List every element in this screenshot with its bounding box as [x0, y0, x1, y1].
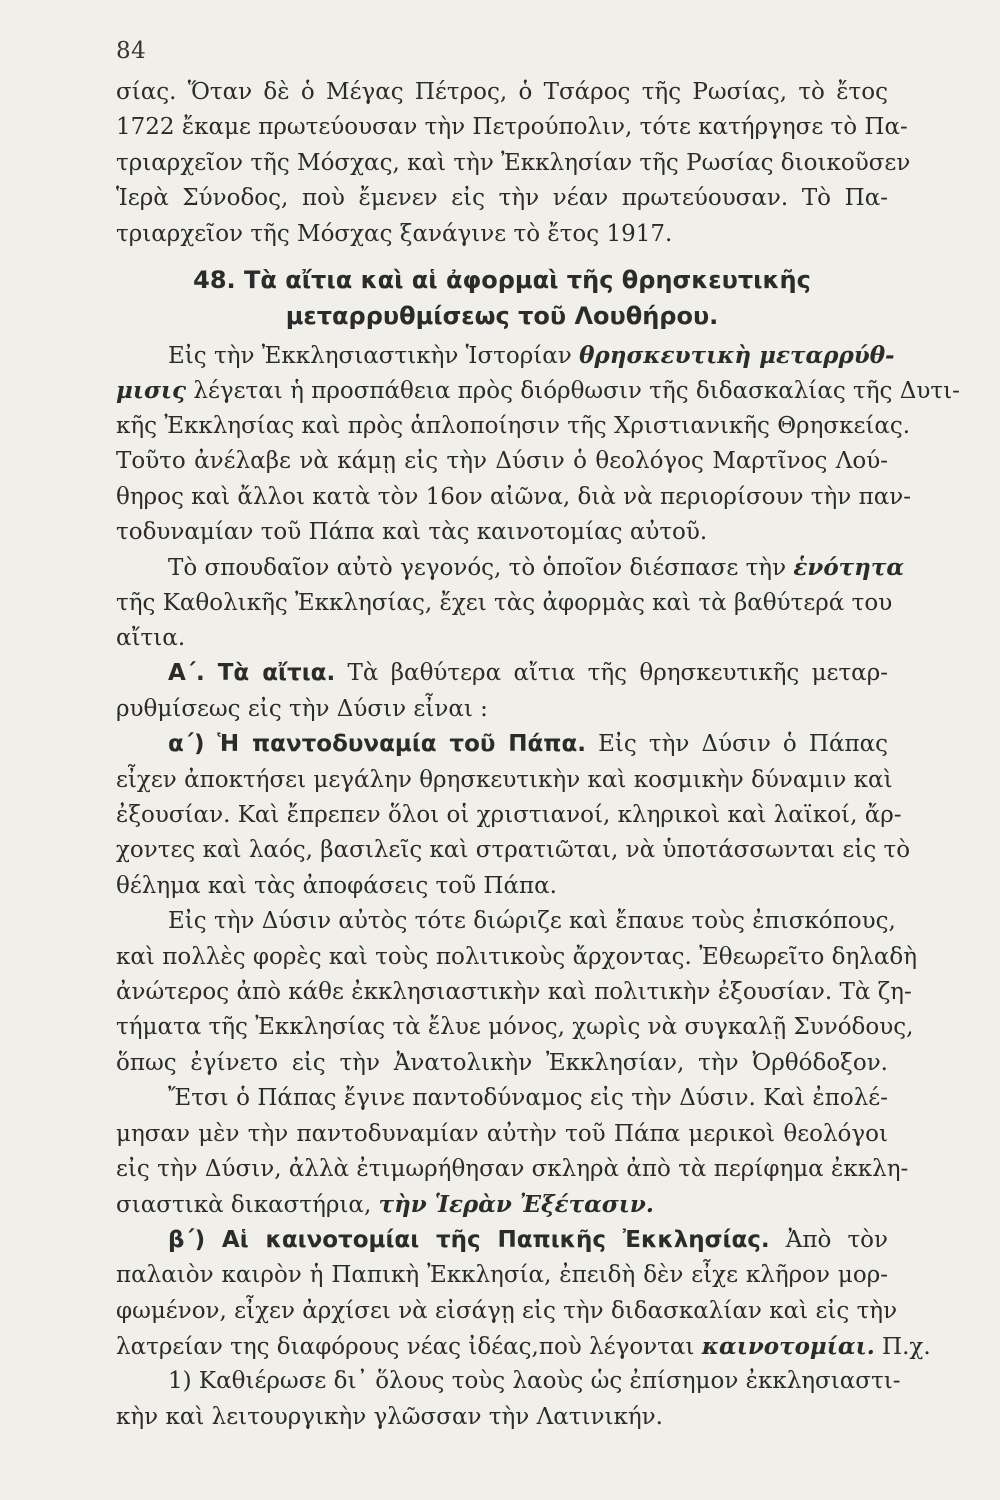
text-line: ἀνώτερος ἀπὸ κάθε ἐκκλησιαστικὴν καὶ πολιτικὴν ἐξουσίαν. Τὰ ζη-: [116, 978, 912, 1005]
section-heading: μεταρρυθμίσεως τοῦ Λουθήρου.: [285, 301, 719, 330]
text-line: Τοῦτο ἀνέλαβε νὰ κάμῃ εἰς τὴν Δύσιν ὁ θεολόγος Μαρτῖνος Λού-: [116, 448, 888, 475]
text-line: [116, 727, 888, 762]
page-number: 84: [116, 38, 147, 64]
emphasis-term: τὴν Ἱερὰν Ἐξέτασιν.: [378, 1191, 654, 1219]
subsection-title: β΄) Αἱ καινοτομίαι τῆς Παπικῆς Ἐκκλησίας.: [168, 1226, 770, 1253]
text-line: 1) Καθιέρωσε δι᾽ ὅλους τοὺς λαοὺς ὡς ἐπίσημον ἐκκλησιαστι-: [168, 1368, 901, 1395]
text-line: Ἱερὰ Σύνοδος, ποὺ ἔμενεν εἰς τὴν νέαν πρωτεύουσαν. Τὸ Πα-: [116, 185, 888, 212]
text-line: αἴτια.: [116, 625, 186, 652]
text-run: Εἰς τὴν Ἐκκλησιαστικὴν Ἱστορίαν: [168, 342, 572, 369]
text-line: φωμένον, εἶχεν ἀρχίσει νὰ εἰσάγῃ εἰς τὴν διδασκαλίαν καὶ εἰς τὴν: [116, 1297, 898, 1324]
text-line: [116, 1187, 888, 1222]
subsection-title: Α΄. Τὰ αἴτια.: [168, 660, 336, 687]
text-line: Ἔτσι ὁ Πάπας ἔγινε παντοδύναμος εἰς τὴν Δύσιν. Καὶ ἐπολέ-: [168, 1085, 888, 1112]
text-line: παλαιὸν καιρὸν ἡ Παπικὴ Ἐκκλησία, ἐπειδὴ δὲν εἶχε κλῆρον μορ-: [116, 1262, 888, 1289]
text-line: ὅπως ἐγίνετο εἰς τὴν Ἀνατολικὴν Ἐκκλησίαν, τὴν Ὀρθόδοξον.: [116, 1049, 888, 1076]
text-run: σιαστικὰ δικαστήρια,: [116, 1192, 372, 1219]
text-line: [116, 1329, 931, 1364]
text-line: τριαρχεῖον τῆς Μόσχας ξανάγινε τὸ ἔτος 1917.: [116, 220, 673, 247]
text-line: [116, 373, 960, 408]
text-line: σίας. Ὅταν δὲ ὁ Μέγας Πέτρος, ὁ Τσάρος τῆς Ρωσίας, τὸ ἔτος: [116, 79, 888, 105]
text-line: Εἰς τὴν Δύσιν αὐτὸς τότε διώριζε καὶ ἔπαυε τοὺς ἐπισκόπους,: [168, 908, 896, 935]
text-line: θηρος καὶ ἄλλοι κατὰ τὸν 16ον αἰῶνα, διὰ νὰ περιορίσουν τὴν παν-: [116, 483, 911, 510]
text-run: λέγεται ἡ προσπάθεια πρὸς διόρθωσιν τῆς διδασκαλίας τῆς Δυτι-: [193, 378, 960, 405]
subsection-title: α΄) Ἡ παντοδυναμία τοῦ Πάπα.: [168, 731, 586, 758]
section-heading: 48. Τὰ αἴτια καὶ αἱ ἀφορμαὶ τῆς θρησκευτικῆς: [193, 265, 811, 294]
text-line: 1722 ἔκαμε πρωτεύουσαν τὴν Πετρούπολιν, τότε κατήργησε τὸ Πα-: [116, 114, 908, 141]
text-run: Εἰς τὴν Δύσιν ὁ Πάπας: [598, 731, 889, 758]
text-line: θέλημα καὶ τὰς ἀποφάσεις τοῦ Πάπα.: [116, 872, 557, 899]
text-line: μησαν μὲν τὴν παντοδυναμίαν αὐτὴν τοῦ Πάπα μερικοὶ θεολόγοι: [116, 1120, 888, 1147]
text-line: εἶχεν ἀποκτήσει μεγάλην θρησκευτικὴν καὶ κοσμικὴν δύναμιν καὶ: [116, 766, 893, 793]
text-run: Τὸ σπουδαῖον αὐτὸ γεγονός, τὸ ὁποῖον διέσπασε τὴν: [168, 555, 787, 582]
text-line: τῆς Καθολικῆς Ἐκκλησίας, ἔχει τὰς ἀφορμὰς καὶ τὰ βαθύτερά του: [116, 589, 893, 616]
text-line: ρυθμίσεως εἰς τὴν Δύσιν εἶναι :: [116, 695, 488, 722]
text-run: λατρείαν της διαφόρους νέας ἰδέας,ποὺ λέγονται: [116, 1333, 695, 1360]
page-body: [116, 75, 960, 1435]
text-line: [116, 338, 895, 373]
text-line: ἐξουσίαν. Καὶ ἔπρεπεν ὅλοι οἱ χριστιανοί, κληρικοὶ καὶ λαϊκοί, ἄρ-: [116, 802, 902, 829]
text-line: κὴν καὶ λειτουργικὴν γλῶσσαν τὴν Λατινικήν.: [116, 1403, 663, 1430]
emphasis-term: μισις: [116, 377, 187, 405]
text-line: [116, 1223, 888, 1258]
text-run: Τὰ βαθύτερα αἴτια τῆς θρησκευτικῆς μεταρ-: [347, 660, 888, 687]
text-line: τοδυναμίαν τοῦ Πάπα καὶ τὰς καινοτομίας αὐτοῦ.: [116, 518, 708, 545]
text-line: [116, 656, 888, 691]
emphasis-term: καινοτομίαι.: [701, 1332, 875, 1360]
text-run: Ἀπὸ τὸν: [785, 1226, 889, 1253]
text-line: εἰς τὴν Δύσιν, ἀλλὰ ἐτιμωρήθησαν σκληρὰ ἀπὸ τὰ περίφημα ἐκκλη-: [116, 1155, 909, 1182]
emphasis-term: ἑνότητα: [793, 554, 905, 582]
text-line: καὶ πολλὲς φορὲς καὶ τοὺς πολιτικοὺς ἄρχοντας. Ἐθεωρεῖτο δηλαδὴ: [116, 943, 917, 970]
text-line: χοντες καὶ λαός, βασιλεῖς καὶ στρατιῶται, νὰ ὑποτάσσωνται εἰς τὸ: [116, 837, 911, 864]
text-run: Π.χ.: [882, 1333, 931, 1360]
text-line: [116, 550, 905, 585]
text-line: κῆς Ἐκκλησίας καὶ πρὸς ἁπλοποίησιν τῆς Χριστιανικῆς Θρησκείας.: [116, 412, 911, 439]
emphasis-term: θρησκευτικὴ μεταρρύθ-: [579, 341, 895, 369]
text-line: τριαρχεῖον τῆς Μόσχας, καὶ τὴν Ἐκκλησίαν τῆς Ρωσίας διοικοῦσεν: [116, 149, 911, 176]
text-line: τήματα τῆς Ἐκκλησίας τὰ ἔλυε μόνος, χωρὶς νὰ συγκαλῇ Συνόδους,: [116, 1014, 914, 1041]
